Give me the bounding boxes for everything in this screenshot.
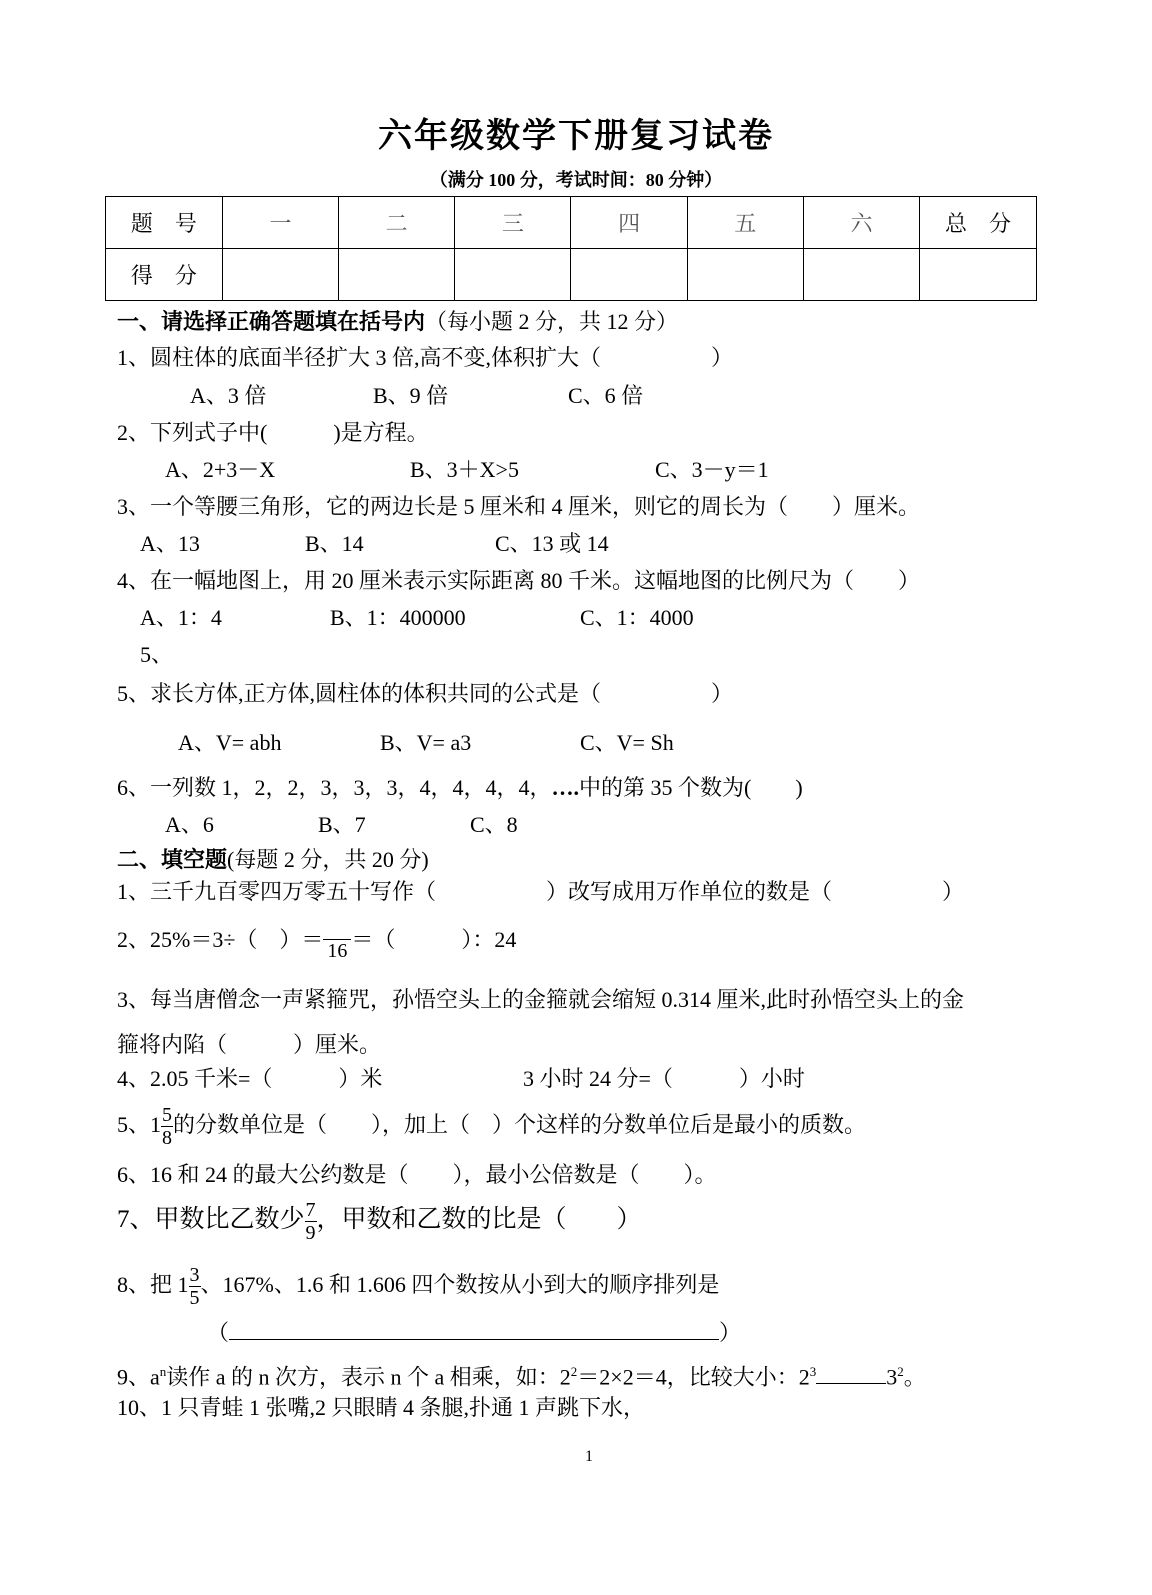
denominator: 16 xyxy=(327,940,348,962)
q-text: 读作 a 的 n 次方，表示 n 个 a 相乘，如：2 xyxy=(166,1364,571,1390)
score-cell xyxy=(571,249,687,301)
q-text: 。 xyxy=(903,1364,926,1390)
table-cell: 得 分 xyxy=(106,249,223,301)
option: B、9 倍 xyxy=(373,383,449,408)
q-text: ，甲数和乙数的比是（ ） xyxy=(316,1206,642,1233)
option: B、7 xyxy=(318,812,366,837)
table-score-row xyxy=(106,249,1037,301)
table-cell: 题 号 xyxy=(106,197,223,249)
page-title: 六年级数学下册复习试卷 xyxy=(378,118,774,155)
table-cell: 总 分 xyxy=(920,197,1037,249)
table-cell: 二 xyxy=(339,197,455,249)
question: 3、一个等腰三角形，它的两边长是 5 厘米和 4 厘米，则它的周长为（ ）厘米。 xyxy=(117,494,921,519)
question: 2、下列式子中( )是方程。 xyxy=(117,420,429,445)
question: 4、2.05 千米=（ ）米 xyxy=(117,1066,383,1091)
superscript: 2 xyxy=(570,1364,578,1379)
section2-heading xyxy=(117,847,429,873)
fraction xyxy=(305,1199,317,1244)
q-text: 6、一列数 1，2，2，3，3，3，4，4，4，4， xyxy=(117,775,552,800)
q-text: ＝（ ）：24 xyxy=(351,927,517,952)
heading-note: (每题 2 分，共 20 分) xyxy=(227,847,429,872)
stray-number: 5、 xyxy=(140,642,174,667)
paren: （ xyxy=(207,1320,230,1345)
section1-heading xyxy=(117,309,678,335)
question xyxy=(117,1196,642,1244)
option: C、8 xyxy=(470,812,518,837)
fraction xyxy=(161,1104,173,1149)
heading-text: 二、填空题 xyxy=(117,847,228,872)
question-part: 3 小时 24 分=（ ）小时 xyxy=(523,1066,805,1091)
option: B、1：400000 xyxy=(330,605,466,630)
option: A、3 倍 xyxy=(190,383,267,408)
question xyxy=(117,1102,866,1149)
option: A、13 xyxy=(140,531,200,556)
score-cell xyxy=(339,249,455,301)
q-text: ＝2×2＝4，比较大小：2 xyxy=(577,1364,810,1390)
score-cell xyxy=(803,249,919,301)
score-cell xyxy=(455,249,571,301)
question: 3、每当唐僧念一声紧箍咒，孙悟空头上的金箍就会缩短 0.314 厘米,此时孙悟空头上的金 xyxy=(117,987,965,1012)
q-text: 2、25%＝3÷（ ）＝ xyxy=(117,927,324,952)
option: A、2+3－X xyxy=(165,457,276,482)
question xyxy=(117,1359,926,1390)
denominator: 8 xyxy=(162,1127,173,1150)
option: C、3－y＝1 xyxy=(655,457,769,482)
exam-info: （满分 100 分，考试时间：80 分钟） xyxy=(429,170,723,190)
question xyxy=(117,927,516,962)
blank-line[interactable] xyxy=(229,1321,719,1340)
option: A、V= abh xyxy=(178,730,282,755)
q-text: 、167%、1.6 和 1.606 四个数按从小到大的顺序排列是 xyxy=(200,1272,720,1297)
blank-line[interactable] xyxy=(816,1365,886,1384)
q-text: 8、把 1 xyxy=(117,1272,189,1297)
table-cell: 一 xyxy=(222,197,338,249)
table-cell: 四 xyxy=(571,197,687,249)
heading-text: 一、请选择正确答题填在括号内 xyxy=(117,309,426,334)
numerator: 3 xyxy=(189,1264,200,1287)
option: A、6 xyxy=(165,812,214,837)
score-table xyxy=(105,196,1037,301)
q-ellipsis: …. xyxy=(551,775,580,800)
table-cell: 六 xyxy=(803,197,919,249)
question: 5、求长方体,正方体,圆柱体的体积共同的公式是（ ） xyxy=(117,681,734,706)
q-text: 9、a xyxy=(117,1364,160,1390)
numerator: 7 xyxy=(305,1198,316,1221)
page-number: 1 xyxy=(585,1448,593,1465)
option: B、14 xyxy=(305,531,364,556)
question: 1、圆柱体的底面半径扩大 3 倍,高不变,体积扩大（ ） xyxy=(117,345,734,370)
fraction xyxy=(189,1264,201,1309)
superscript: 3 xyxy=(809,1364,817,1379)
table-cell: 五 xyxy=(687,197,803,249)
question: 10、1 只青蛙 1 张嘴,2 只眼睛 4 条腿,扑通 1 声跳下水， xyxy=(117,1395,646,1420)
numerator: 5 xyxy=(162,1104,173,1127)
table-cell: 三 xyxy=(455,197,571,249)
option: A、1：4 xyxy=(140,605,222,630)
q-text: 7、甲数比乙数少 xyxy=(117,1206,305,1233)
option: C、1：4000 xyxy=(580,605,694,630)
question xyxy=(117,1261,719,1309)
question: 4、在一幅地图上，用 20 厘米表示实际距离 80 千米。这幅地图的比例尺为（ ） xyxy=(117,568,921,593)
option: C、13 或 14 xyxy=(495,531,609,556)
score-cell xyxy=(687,249,803,301)
option: C、V= Sh xyxy=(580,730,674,755)
q-text: 5、1 xyxy=(117,1112,162,1137)
score-cell xyxy=(920,249,1037,301)
paren: ） xyxy=(719,1320,742,1345)
superscript: 2 xyxy=(897,1364,904,1379)
table-header-row xyxy=(106,197,1037,249)
question xyxy=(117,775,803,801)
q-text: 中的第 35 个数为( ) xyxy=(579,775,803,800)
score-cell xyxy=(222,249,338,301)
q-text: 的分数单位是（ ），加上（ ）个这样的分数单位后是最小的质数。 xyxy=(173,1112,867,1137)
option: B、3＋X>5 xyxy=(410,457,519,482)
question: 1、三千九百零四万零五十写作（ ）改写成用万作单位的数是（ ） xyxy=(117,879,965,904)
heading-note: （每小题 2 分，共 12 分） xyxy=(425,309,679,334)
q-text: 3 xyxy=(886,1364,898,1390)
denominator: 5 xyxy=(189,1287,200,1310)
denominator: 9 xyxy=(305,1221,316,1244)
option: C、6 倍 xyxy=(568,383,644,408)
superscript: n xyxy=(159,1364,167,1379)
question-cont: 箍将内陷（ ）厘米。 xyxy=(117,1032,382,1057)
question: 6、16 和 24 的最大公约数是（ ），最小公倍数是（ ）。 xyxy=(117,1162,717,1187)
answer-blank xyxy=(207,1320,741,1346)
fraction xyxy=(323,939,351,962)
option: B、V= a3 xyxy=(380,730,472,755)
